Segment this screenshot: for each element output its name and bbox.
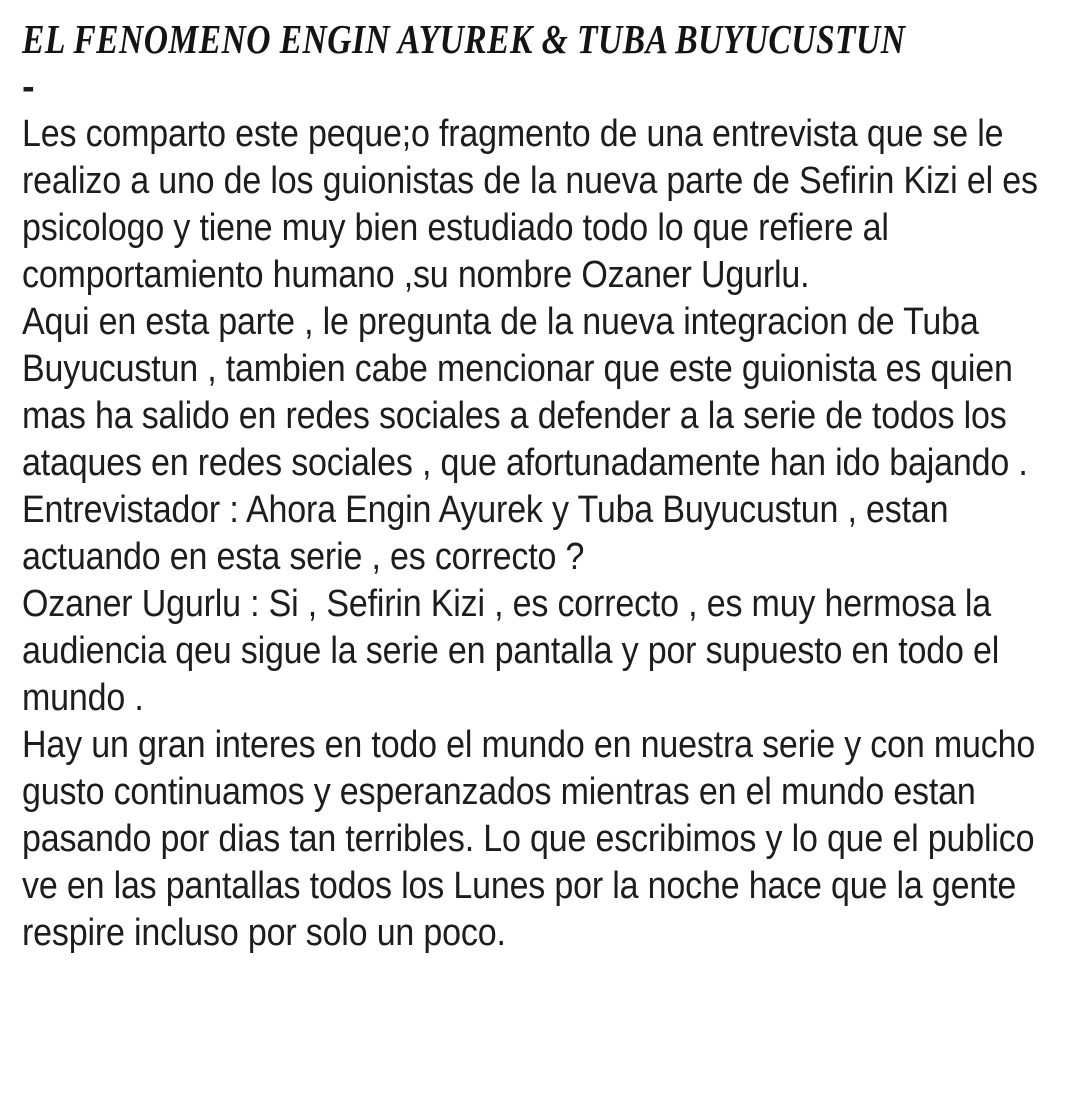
page-title: EL FENOMENO ENGIN AYUREK & TUBA BUYUCUSTUN [22,16,906,62]
paragraph-interviewer-question: Entrevistador : Ahora Engin Ayurek y Tuba Buyucustun , estan actuando en esta serie , es correcto ? [22,489,949,578]
title-separator-dash: - [22,66,35,108]
paragraph-context: Aqui en esta parte , le pregunta de la nueva integracion de Tuba Buyucustun , tambien cabe mencionar que este guionista es quien mas ha salido en redes sociales a defender a la serie de todos los ataques en redes sociales , que afortunadamente han ido bajando . [22,301,1028,484]
paragraph-ozaner-answer: Ozaner Ugurlu : Si , Sefirin Kizi , es correcto , es muy hermosa la audiencia qeu sigue la serie en pantalla y por supuesto en todo el mundo . [22,583,1000,719]
paragraph-intro: Les comparto este peque;o fragmento de una entrevista que se le realizo a uno de los guionistas de la nueva parte de Sefirin Kizi el es psicologo y tiene muy bien estudiado todo lo que refiere al comportamiento humano ,su nombre Ozaner Ugurlu. [22,113,1038,296]
paragraph-closing: Hay un gran interes en todo el mundo en nuestra serie y con mucho gusto continuamos y esperanzados mientras en el mundo estan pasando por dias tan terribles. Lo que escribimos y lo que el publico ve en las pantallas todos los Lunes por la noche hace que la gente respire incluso por solo un poco. [22,724,1036,954]
body-text [22,111,1069,957]
